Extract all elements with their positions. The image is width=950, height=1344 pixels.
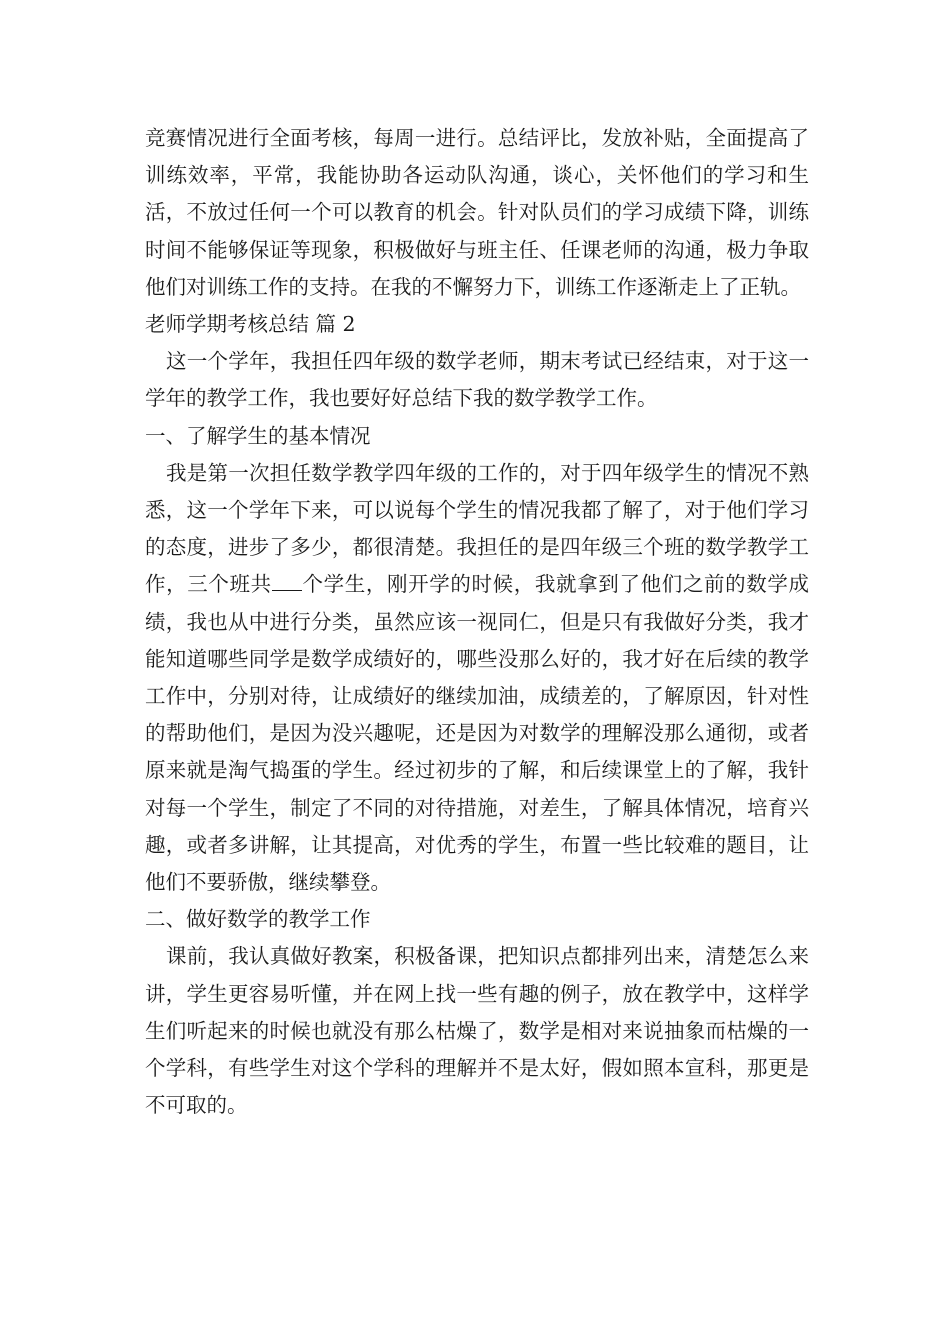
paragraph-intro: 这一个学年，我担任四年级的数学老师，期末考试已经结束，对于这一学年的教学工作，我也要好好总结下我的数学教学工作。 [145, 349, 809, 411]
paragraph-text-before-blank: 我是第一次担任数学教学四年级的工作的，对于四年级学生的情况不熟悉，这一个学年下来，可以说每个学生的情况我都了解了，对于他们学习的态度，进步了多少，都很清楚。我担任的是四年级三个班的数学教学工作，三个班共 [145, 460, 809, 597]
paragraph-student-situation [145, 455, 809, 901]
document-body [145, 120, 809, 1124]
section-title: 老师学期考核总结 篇 2 [145, 312, 356, 337]
paragraph-text-after-blank: 个学生，刚开学的时候，我就拿到了他们之前的数学成绩，我也从中进行分类，虽然应该一视同仁，但是只有我做好分类，我才能知道哪些同学是数学成绩好的，哪些没那么好的，我才好在后续的教学工作中，分别对待，让成绩好的继续加油，成绩差的，了解原因，针对性的帮助他们，是因为没兴趣呢，还是因为对数学的理解没那么通彻，或者原来就是淘气捣蛋的学生。经过初步的了解，和后续课堂上的了解，我针对每一个学生，制定了不同的对待措施，对差生，了解具体情况，培育兴趣，或者多讲解，让其提高，对优秀的学生，布置一些比较难的题目，让他们不要骄傲，继续攀登。 [145, 572, 810, 895]
paragraph-training-summary: 竞赛情况进行全面考核，每周一进行。总结评比，发放补贴，全面提高了训练效率，平常，我能协助各运动队沟通，谈心，关怀他们的学习和生活，不放过任何一个可以教育的机会。针对队员们的学习成绩下降，训练时间不能够保证等现象，积极做好与班主任、任课老师的沟通，极力争取他们对训练工作的支持。在我的不懈努力下，训练工作逐渐走上了正轨。 [145, 126, 809, 299]
subheading-understand-students: 一、了解学生的基本情况 [145, 423, 371, 448]
subheading-teaching-work: 二、做好数学的教学工作 [145, 907, 371, 932]
paragraph-lesson-prep: 课前，我认真做好教案，积极备课，把知识点都排列出来，清楚怎么来讲，学生更容易听懂，并在网上找一些有趣的例子，放在教学中，这样学生们听起来的时候也就没有那么枯燥了，数学是相对来说抽象而枯燥的一个学科，有些学生对这个学科的理解并不是太好，假如照本宣科，那更是不可取的。 [145, 944, 809, 1118]
fill-in-blank [272, 574, 302, 591]
